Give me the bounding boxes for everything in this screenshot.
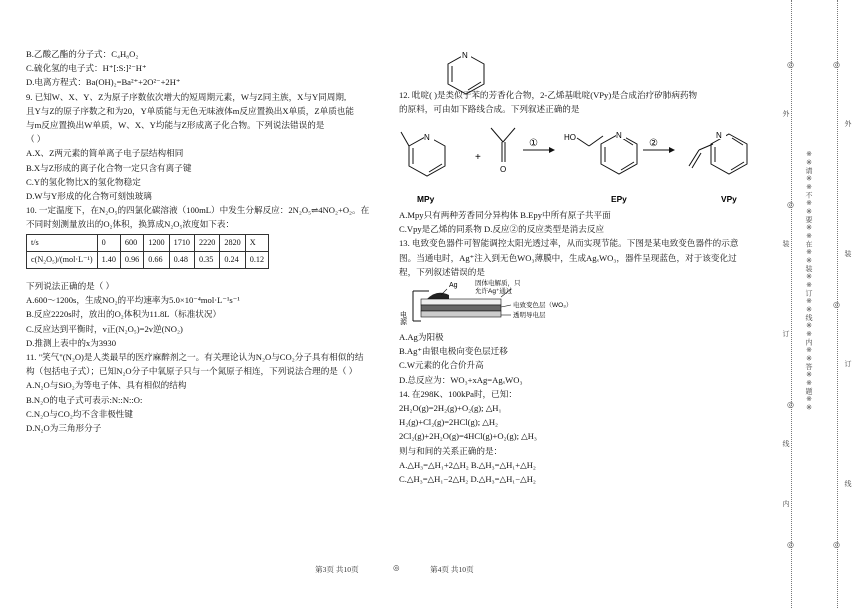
q13-options	[399, 330, 769, 387]
question-line: 10. 一定温度下，在N₂O₅的四氯化碳溶液（100mL）中发生分解反应：2N₂O₅⇌4NO₂+O₂。在	[26, 205, 370, 216]
table-cell: 1710	[169, 234, 194, 251]
binding-warning-text: ※※请※※不※※要※※在※※装※※订※※线※※内※※答※※题※※	[805, 150, 813, 412]
mark-zhuang: 装	[782, 240, 790, 248]
option-line: A.Ag为阳极	[399, 332, 444, 342]
table-cell: 1200	[144, 234, 169, 251]
binding-circle-icon: ◎	[833, 60, 840, 69]
epy-label: EPy	[611, 194, 627, 204]
question-line: A.N₂O与SiO₂为等电子体、具有相似的结构	[26, 380, 187, 391]
q12-options	[399, 208, 769, 236]
layer-wo3-label: 电致变色层（WO₃）	[513, 302, 573, 309]
q12-line1: 12. 吡啶( )是类似于苯的芳香化合物，2-乙烯基吡啶(VPy)是合成治疗矽肺病药物	[399, 90, 698, 100]
step2-marker: ②	[649, 138, 658, 149]
question-line: 13. 电致变色器件可智能调控太阳光透过率，从而实现节能。下图是某电致变色器件的示意	[399, 238, 739, 249]
power-label: 电源	[399, 311, 407, 325]
epy-structure	[564, 130, 637, 174]
table-cell: 600	[120, 234, 143, 251]
center-circle-icon: ◎	[393, 563, 400, 572]
right-page	[399, 0, 769, 608]
question-line: C.硫化氢的电子式：H⁺[:S:]²⁻H⁺	[26, 63, 147, 74]
question-line: 11. "笑气"(N₂O)是人类最早的医疗麻醉剂之一。有关理论认为N₂O与CO₂分子具有相似的结	[26, 352, 364, 363]
atom-ho-label: HO	[564, 133, 576, 142]
binding-margin	[777, 0, 860, 608]
ag-label: Ag	[449, 282, 458, 289]
page-footer-left: 第3页 共10页	[315, 565, 359, 574]
question-line: D.电离方程式：Ba(OH)₂=Ba²⁺+2O²⁻+2H⁺	[26, 77, 181, 88]
question-line: C.△H₃=△H₁−2△H₂ D.△H₃=△H₁−△H₂	[399, 474, 536, 485]
q14-block	[399, 387, 769, 486]
atom-n-label: N	[462, 51, 468, 60]
q13-stem	[399, 236, 769, 279]
table-cell: 0.96	[120, 251, 143, 268]
question-line: 图。当通电时，Ag⁺注入到无色WO₃薄膜中，生成AgₓWO₃，器件呈现蓝色，对于该变化过	[399, 252, 737, 263]
table-cell: 0.66	[144, 251, 169, 268]
question-line: B.N₂O的电子式可表示:N::N::O:	[26, 394, 143, 405]
vpy-structure	[689, 130, 747, 174]
table-cell: X	[245, 234, 268, 251]
table-cell: c(N₂O₅)/(mol·L⁻¹)	[27, 251, 98, 268]
mark-ding-right: 订	[844, 360, 852, 368]
option-line: C.Vpy是乙烯的同系物 D.反应②的反应类型是消去反应	[399, 224, 605, 235]
question-line: 9. 已知W、X、Y、Z为原子序数依次增大的短周期元素，W与Z同主族，X与Y同周期,	[26, 91, 347, 102]
table-cell: 2220	[195, 234, 220, 251]
question-line: A.600～1200s，生成NO₂的平均速率为5.0×10⁻⁴mol·L⁻¹s⁻¹	[26, 295, 240, 306]
left-page	[26, 0, 396, 608]
question-line: 程，下列叙述错误的是	[399, 266, 485, 277]
table-row	[27, 234, 269, 251]
step1-marker: ①	[529, 138, 538, 149]
question-line: H₂(g)+Cl₂(g)=2HCl(g); △H₂	[399, 417, 499, 428]
question-line: D.推测上表中的x为3930	[26, 337, 116, 348]
question-line: 构（包括电子式）；已知N₂O分子中氧原子只与一个氮原子相连，下列说法合理的是（ ）	[26, 366, 358, 377]
table-row	[27, 251, 269, 268]
binding-circle-icon: ◎	[787, 60, 794, 69]
question-line: B.X与Z形成的离子化合物一定只含有离子键	[26, 162, 192, 173]
mark-outer-right: 外	[844, 120, 852, 128]
formaldehyde-structure	[491, 128, 515, 174]
binding-line	[791, 0, 792, 608]
device-diagram	[399, 277, 603, 329]
left-top-lines	[26, 47, 396, 232]
question-line: 则与和间的关系正确的是：	[399, 445, 503, 456]
table-cell: 0	[97, 234, 120, 251]
question-line: 不同时刻测量放出的O₂体积，换算成N₂O₅浓度如下表：	[26, 219, 235, 230]
binding-circle-icon: ◎	[787, 400, 794, 409]
option-line: B.Ag⁺由银电极向变色层迁移	[399, 346, 508, 357]
question-line: 2Cl₂(g)+2H₂O(g)=4HCl(g)+O₂(g); △H₃	[399, 431, 537, 442]
table-cell: 2820	[220, 234, 245, 251]
question-line: C.Y的氢化物比X的氢化物稳定	[26, 176, 141, 187]
question-line: C.N₂O与CO₂均不含非极性键	[26, 408, 133, 419]
mark-ding: 订	[782, 330, 790, 338]
layer-conductive-label: 透明导电层	[513, 312, 546, 319]
binding-circle-icon: ◎	[833, 540, 840, 549]
solid-electrolyte-label1: 固体电解质，只	[475, 280, 521, 287]
mark-inner: 内	[782, 500, 790, 508]
binding-circle-icon: ◎	[787, 200, 794, 209]
question-line: D.N₂O为三角形分子	[26, 423, 102, 434]
atom-n-label: N	[424, 133, 430, 142]
question-line: B.反应2220s时，放出的O₂体积为11.8L（标准状况）	[26, 309, 222, 320]
table-cell: 0.24	[220, 251, 245, 268]
left-bottom-lines	[26, 279, 396, 435]
option-line: D.总反应为：WO₃+xAg=AgₓWO₃	[399, 374, 523, 385]
option-line: C.W元素的化合价升高	[399, 360, 484, 371]
rate-table	[26, 234, 269, 269]
mark-xian: 线	[782, 440, 790, 448]
binding-circle-icon: ◎	[833, 300, 840, 309]
question-line: （ ）	[26, 134, 46, 145]
option-line: A.Mpy只有两种芳香同分异构体 B.Epy中所有原子共平面	[399, 210, 611, 220]
binding-circle-icon: ◎	[787, 540, 794, 549]
mpy-structure	[401, 132, 445, 176]
question-line: 下列说法正确的是（ ）	[26, 281, 115, 292]
question-line: 且Y与Z的原子序数之和为20，Y单质能与无色无味液体m反应置换出X单质，Z单质也能	[26, 105, 354, 116]
mark-zhuang-right: 装	[844, 250, 852, 258]
atom-o-label: O	[500, 165, 507, 174]
table-cell: 0.48	[169, 251, 194, 268]
question-line: 与m反应置换出W单质，W、X、Y均能与Z形成离子化合物。下列说法错误的是	[26, 120, 325, 131]
atom-n-label: N	[616, 131, 622, 140]
question-line: D.W与Y形成的化合物可刻蚀玻璃	[26, 191, 152, 202]
table-cell: 0.35	[195, 251, 220, 268]
mark-outer: 外	[782, 110, 790, 118]
question-line: 2H₂O(g)=2H₂(g)+O₂(g); △H₁	[399, 403, 502, 414]
mark-xian-right: 线	[844, 480, 852, 488]
table-cell: 1.40	[97, 251, 120, 268]
question-line: A.△H₃=△H₁+2△H₂ B.△H₃=△H₁+△H₂	[399, 459, 536, 470]
table-cell: t/s	[27, 234, 98, 251]
table-cell: 0.12	[245, 251, 268, 268]
page-footer-right: 第4页 共10页	[430, 565, 474, 574]
question-line: 14. 在298K、100kPa时，已知：	[399, 388, 517, 399]
solid-electrolyte-label2: 允许Ag⁺通过	[475, 288, 513, 295]
q12-line2: 的原料，可由如下路线合成。下列叙述正确的是	[399, 104, 580, 115]
atom-n-label: N	[716, 131, 722, 140]
question-line: B.乙酸乙酯的分子式：C₄H₈O₂	[26, 49, 139, 59]
plus-sign: +	[475, 152, 481, 163]
vpy-label: VPy	[721, 194, 737, 204]
question-line: A.X、Z两元素的简单离子电子层结构相同	[26, 148, 184, 159]
question-line: C.反应达到平衡时，v正(N₂O₅)=2v逆(NO₂)	[26, 323, 183, 334]
mpy-label: MPy	[417, 194, 435, 204]
reaction-scheme	[399, 120, 769, 208]
